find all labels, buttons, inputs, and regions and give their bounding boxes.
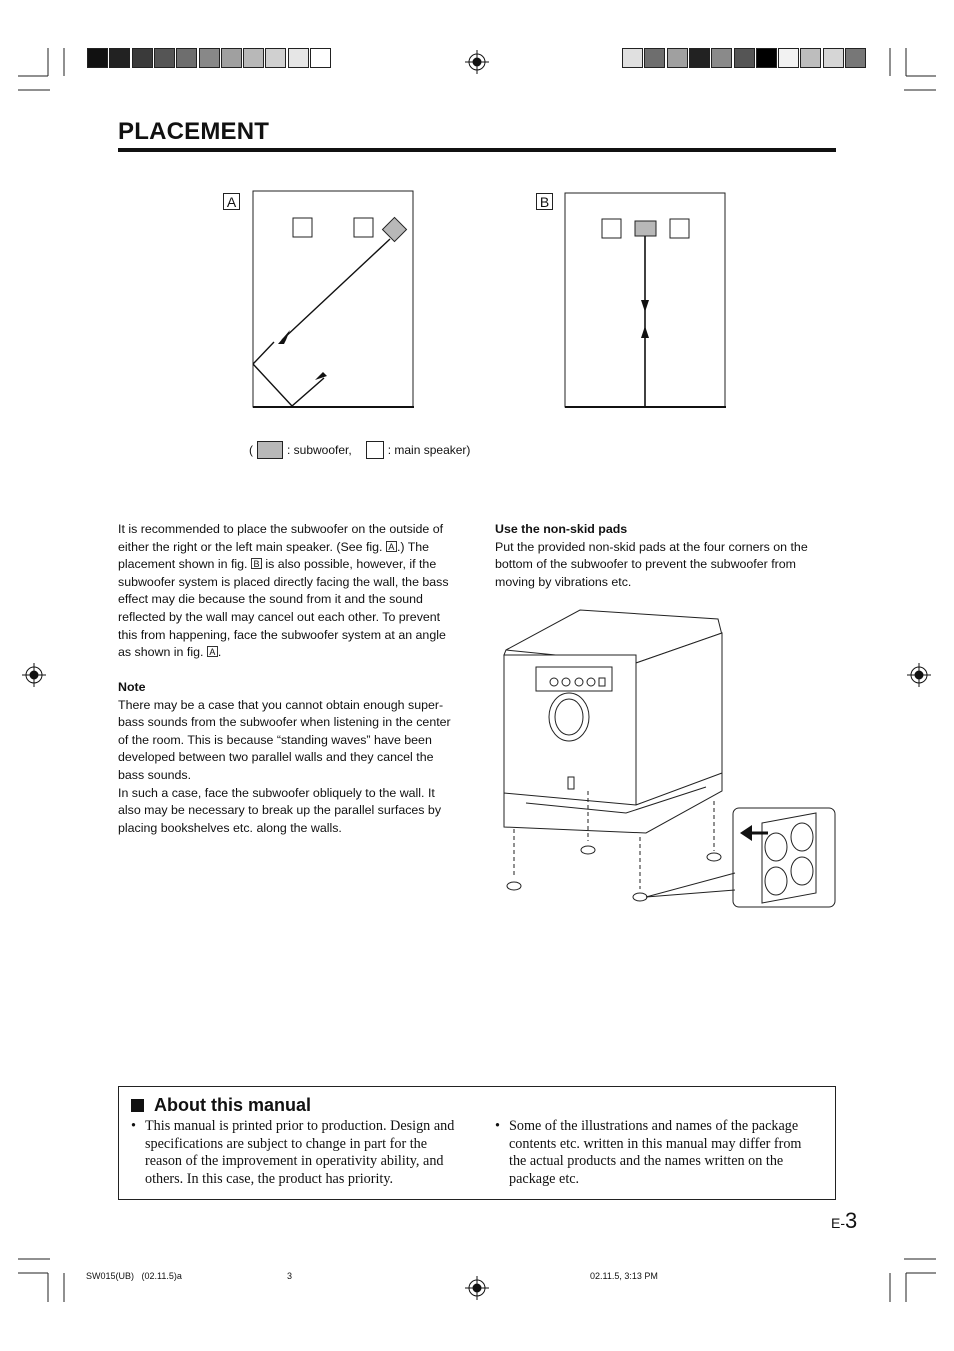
figure-b-room: [564, 192, 728, 410]
figure-a-room: [252, 190, 416, 410]
inline-fig-b: B: [251, 558, 262, 569]
title-rule: [118, 148, 836, 152]
about-bullet-2: [495, 1118, 813, 1189]
registration-mark-bottom: [465, 1276, 489, 1300]
para1-text-1: It is recommended to place the subwoofer on the outside of either the right or the left main speaker. (See fig.: [118, 522, 444, 554]
about-title: [131, 1095, 311, 1116]
note-heading: Note: [118, 680, 146, 694]
bullet-dot: •: [131, 1118, 136, 1134]
inline-fig-a: A: [386, 541, 397, 552]
subwoofer-illustration: [496, 605, 841, 910]
figure-legend: [249, 441, 470, 459]
pad-back-left: [581, 846, 595, 854]
square-bullet-icon: [131, 1099, 144, 1112]
subwoofer-center: [635, 221, 656, 236]
registration-mark-top: [465, 50, 489, 74]
registration-mark-right: [907, 663, 931, 687]
footer-timestamp: 02.11.5, 3:13 PM: [590, 1271, 658, 1281]
non-skid-section: [495, 521, 827, 591]
para1-end: .: [217, 645, 222, 660]
subwoofer-angled: [382, 217, 406, 241]
legend-speaker-label: : main speaker): [387, 443, 471, 457]
page-number-prefix: E-: [831, 1215, 845, 1231]
main-speaker-left: [293, 218, 312, 237]
bullet-dot: •: [495, 1118, 500, 1134]
page-title: PLACEMENT: [118, 118, 270, 145]
non-skid-body: Put the provided non-skid pads at the four corners on the bottom of the subwoofer to prevent the subwoofer from moving by vibrations etc.: [495, 539, 808, 589]
non-skid-heading: Use the non-skid pads: [495, 522, 628, 536]
legend-subwoofer-swatch: [257, 441, 283, 459]
figure-a-label: A: [223, 193, 240, 210]
about-manual-box: [118, 1086, 836, 1200]
figure-b-label: B: [536, 193, 553, 210]
pad-front-right: [633, 893, 647, 901]
placement-paragraph: [118, 521, 458, 662]
para1-text-2: .) The placement shown in fig.: [118, 539, 430, 572]
note-section: [118, 679, 460, 837]
footer-job-id: SW015(UB) (02.11.5)a: [86, 1271, 182, 1281]
legend-open-paren: (: [249, 443, 253, 457]
inline-fig-a-2: A: [207, 646, 218, 657]
note-body-1: There may be a case that you cannot obtain enough super-bass sounds from the subwoofer when listening in the center of the room. This is because “standing waves” have been developed between two parallel walls and they cancel the bass sounds.: [118, 697, 451, 782]
para1-text-3: is also possible, however, if the subwoofer system is placed directly facing the wall, the bass effect may die because the sound from it and the sound reflected by the wall may cancel out each other. To prevent this from happening, face the subwoofer system at an angle as shown in fig.: [118, 557, 449, 660]
main-speaker-right: [354, 218, 373, 237]
legend-subwoofer-label: : subwoofer,: [287, 443, 352, 457]
registration-mark-left: [22, 663, 46, 687]
main-speaker-right: [670, 219, 689, 238]
footer-page: 3: [287, 1271, 293, 1281]
about-title-text: About this manual: [154, 1095, 311, 1115]
main-speaker-left: [602, 219, 621, 238]
about-bullet-2-text: Some of the illustrations and names of the package contents etc. written in this manual may differ from the actual products and the names written on the package etc.: [509, 1118, 802, 1188]
pad-front-left: [507, 882, 521, 890]
about-bullet-1: [131, 1118, 461, 1189]
about-bullet-1-text: This manual is printed prior to production. Design and specifications are subject to change in part for the reason of the improvement in operativity ability, and others. In this case, the product has priority.: [145, 1118, 455, 1188]
note-body-2: In such a case, face the subwoofer obliquely to the wall. It also may be necessary to break up the parallel surfaces by placing bookshelves etc. along the walls.: [118, 785, 442, 835]
page-number: [831, 1208, 857, 1234]
legend-speaker-swatch: [366, 441, 384, 459]
pad-back-right: [707, 853, 721, 861]
page-number-value: 3: [845, 1208, 858, 1233]
